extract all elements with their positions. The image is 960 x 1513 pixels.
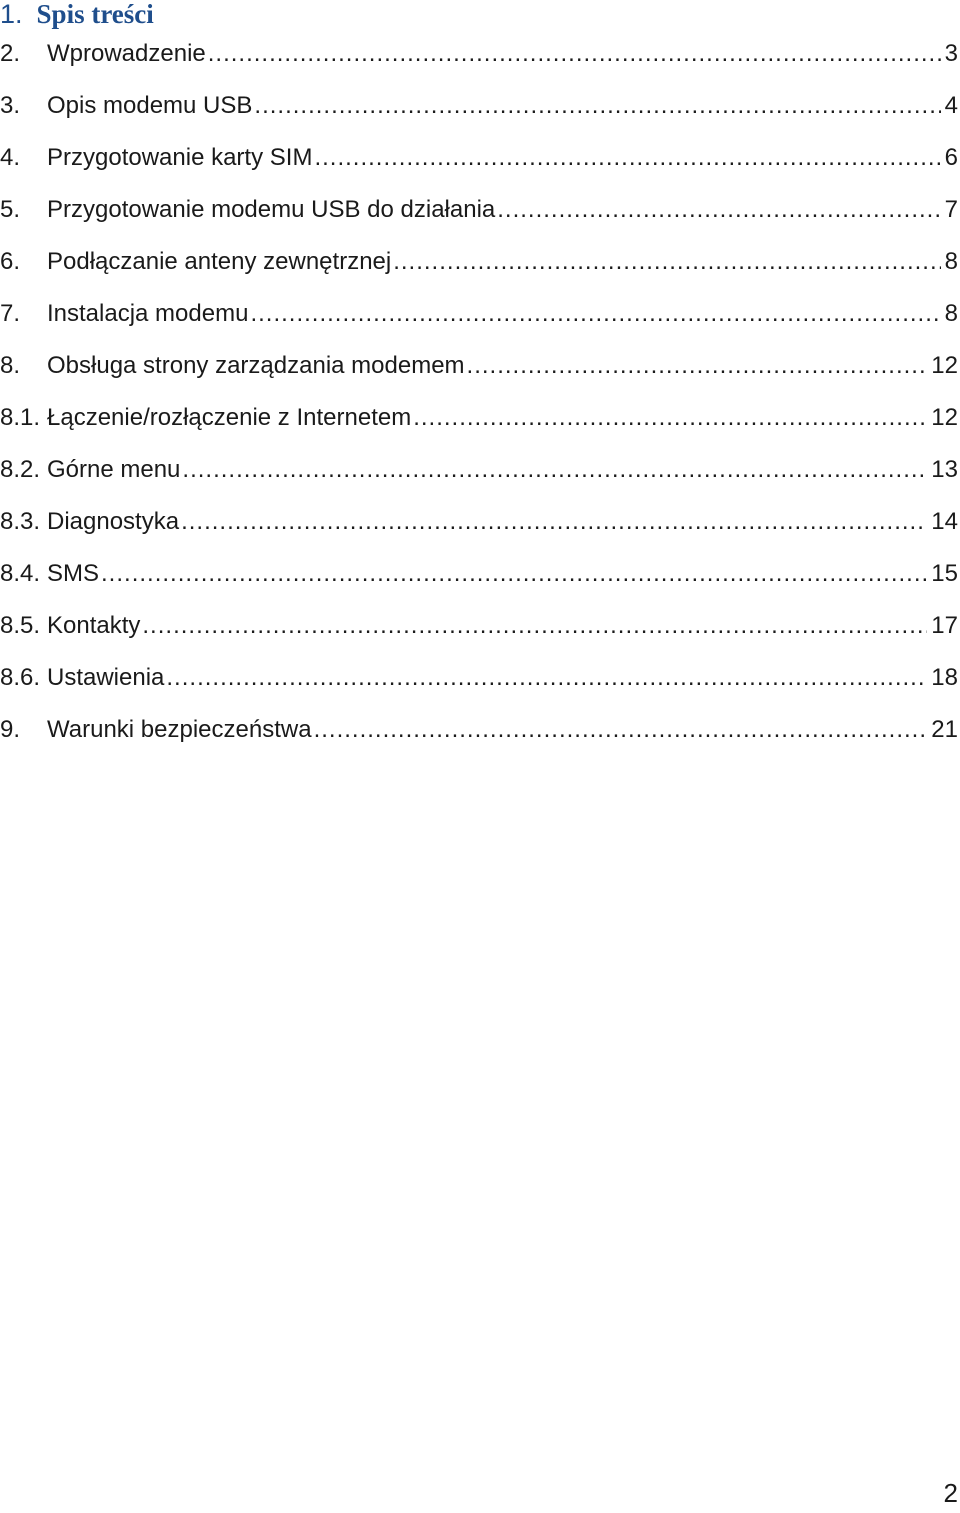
toc-entry-number: 7. <box>0 300 21 327</box>
toc-entry-page: 14 <box>931 508 958 535</box>
table-of-contents <box>0 28 960 756</box>
toc-entry-label: Górne menu <box>47 456 181 483</box>
toc-entry-page: 6 <box>944 144 958 171</box>
toc-entry-page: 7 <box>944 196 958 223</box>
toc-entry-number: 3. <box>0 92 21 119</box>
dot-leader <box>314 144 940 172</box>
toc-entry[interactable] <box>0 236 960 288</box>
dot-leader <box>142 612 927 640</box>
toc-entry-page: 4 <box>944 92 958 119</box>
toc-entry-number: 8.2. <box>0 456 41 483</box>
toc-entry-number: 9. <box>0 716 21 743</box>
toc-entry-number: 2. <box>0 40 21 67</box>
dot-leader <box>254 92 940 120</box>
toc-entry[interactable] <box>0 392 960 444</box>
toc-entry[interactable] <box>0 652 960 704</box>
dot-leader <box>208 40 941 68</box>
toc-entry[interactable] <box>0 28 960 80</box>
toc-entry-label: Ustawienia <box>47 664 165 691</box>
dot-leader <box>101 560 927 588</box>
dot-leader <box>393 248 940 276</box>
toc-entry-label: Opis modemu USB <box>47 92 253 119</box>
toc-entry-number: 8.5. <box>0 612 41 639</box>
toc-entry-number: 8.3. <box>0 508 41 535</box>
toc-entry[interactable] <box>0 444 960 496</box>
dot-leader <box>497 196 940 224</box>
toc-entry[interactable] <box>0 496 960 548</box>
page-number: 2 <box>943 1478 958 1508</box>
toc-entry-number: 6. <box>0 248 21 275</box>
toc-entry[interactable] <box>0 184 960 236</box>
toc-entry-number: 4. <box>0 144 21 171</box>
toc-entry-label: Podłączanie anteny zewnętrznej <box>47 248 392 275</box>
toc-entry-page: 21 <box>931 716 958 743</box>
dot-leader <box>166 664 927 692</box>
toc-entry-label: SMS <box>47 560 100 587</box>
toc-entry-label: Wprowadzenie <box>47 40 206 67</box>
toc-entry-page: 12 <box>931 352 958 379</box>
toc-entry-page: 8 <box>944 300 958 327</box>
toc-entry[interactable] <box>0 340 960 392</box>
toc-entry-number: 5. <box>0 196 21 223</box>
dot-leader <box>181 508 927 536</box>
dot-leader <box>250 300 940 328</box>
toc-entry[interactable] <box>0 704 960 756</box>
toc-entry-page: 12 <box>931 404 958 431</box>
heading-number: 1. <box>0 0 23 29</box>
dot-leader <box>182 456 927 484</box>
toc-entry-label: Obsługa strony zarządzania modemem <box>47 352 465 379</box>
toc-entry[interactable] <box>0 600 960 652</box>
toc-entry[interactable] <box>0 288 960 340</box>
toc-entry-number: 8.6. <box>0 664 41 691</box>
toc-entry[interactable] <box>0 80 960 132</box>
toc-entry-label: Instalacja modemu <box>47 300 249 327</box>
heading-title: Spis treści <box>36 0 154 29</box>
toc-entry-label: Przygotowanie karty SIM <box>47 144 313 171</box>
dot-leader <box>413 404 927 432</box>
toc-entry-page: 3 <box>944 40 958 67</box>
toc-entry-page: 18 <box>931 664 958 691</box>
dot-leader <box>314 716 928 744</box>
toc-entry-number: 8.4. <box>0 560 41 587</box>
toc-entry[interactable] <box>0 548 960 600</box>
toc-entry-page: 15 <box>931 560 958 587</box>
toc-entry-label: Kontakty <box>47 612 141 639</box>
toc-entry-label: Łączenie/rozłączenie z Internetem <box>47 404 412 431</box>
dot-leader <box>467 352 928 380</box>
toc-entry-page: 17 <box>931 612 958 639</box>
toc-entry-number: 8. <box>0 352 21 379</box>
toc-entry[interactable] <box>0 132 960 184</box>
toc-entry-label: Diagnostyka <box>47 508 180 535</box>
toc-entry-page: 13 <box>931 456 958 483</box>
toc-entry-label: Warunki bezpieczeństwa <box>47 716 312 743</box>
toc-entry-number: 8.1. <box>0 404 41 431</box>
toc-entry-page: 8 <box>944 248 958 275</box>
toc-entry-label: Przygotowanie modemu USB do działania <box>47 196 496 223</box>
